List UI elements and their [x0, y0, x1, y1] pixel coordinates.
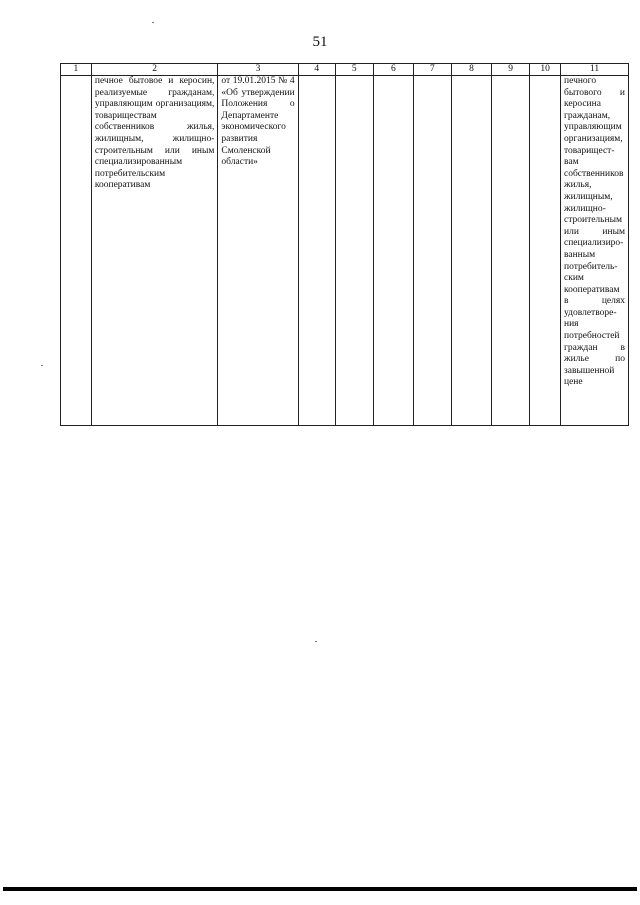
column-header: 11 — [561, 64, 629, 76]
table-cell — [61, 76, 92, 426]
table-cell — [413, 76, 451, 426]
table-cell: печного бытового и керосина гражданам, управляющим организациям, товарищест-вам собственников жилья, жилищным, жилищно-строительным или иным специализиро-ванным потребитель-ским кооперативам в целях удовлетворе-ния потребностей граждан в жилье по завышенной цене — [561, 76, 629, 426]
column-header: 10 — [530, 64, 561, 76]
table-row — [61, 76, 629, 426]
scan-speck — [152, 22, 154, 23]
column-header: 2 — [91, 64, 218, 76]
header-row — [61, 64, 629, 76]
table-cell — [451, 76, 491, 426]
column-header: 5 — [335, 64, 373, 76]
table-cell: от 19.01.2015 № 4 «Об утверждении Положения о Департаменте экономического развития Смоленской области» — [218, 76, 298, 426]
scan-speck — [41, 365, 43, 366]
page-bottom-border — [3, 887, 637, 891]
column-header: 8 — [451, 64, 491, 76]
table-cell — [492, 76, 530, 426]
column-header: 9 — [492, 64, 530, 76]
column-header: 6 — [373, 64, 413, 76]
column-header: 1 — [61, 64, 92, 76]
column-header: 3 — [218, 64, 298, 76]
column-header: 4 — [298, 64, 335, 76]
table-cell — [530, 76, 561, 426]
data-table — [60, 63, 629, 426]
scan-speck — [315, 641, 317, 642]
column-header: 7 — [413, 64, 451, 76]
table-cell — [335, 76, 373, 426]
table-cell — [373, 76, 413, 426]
table-cell — [298, 76, 335, 426]
table-cell: печное бытовое и керосин, реализуемые гражданам, управляющим организациям, товариществам собственников жилья, жилищным, жилищно-строительным или иным специализированным потребительским кооперативам — [91, 76, 218, 426]
page-number: 51 — [312, 34, 328, 50]
